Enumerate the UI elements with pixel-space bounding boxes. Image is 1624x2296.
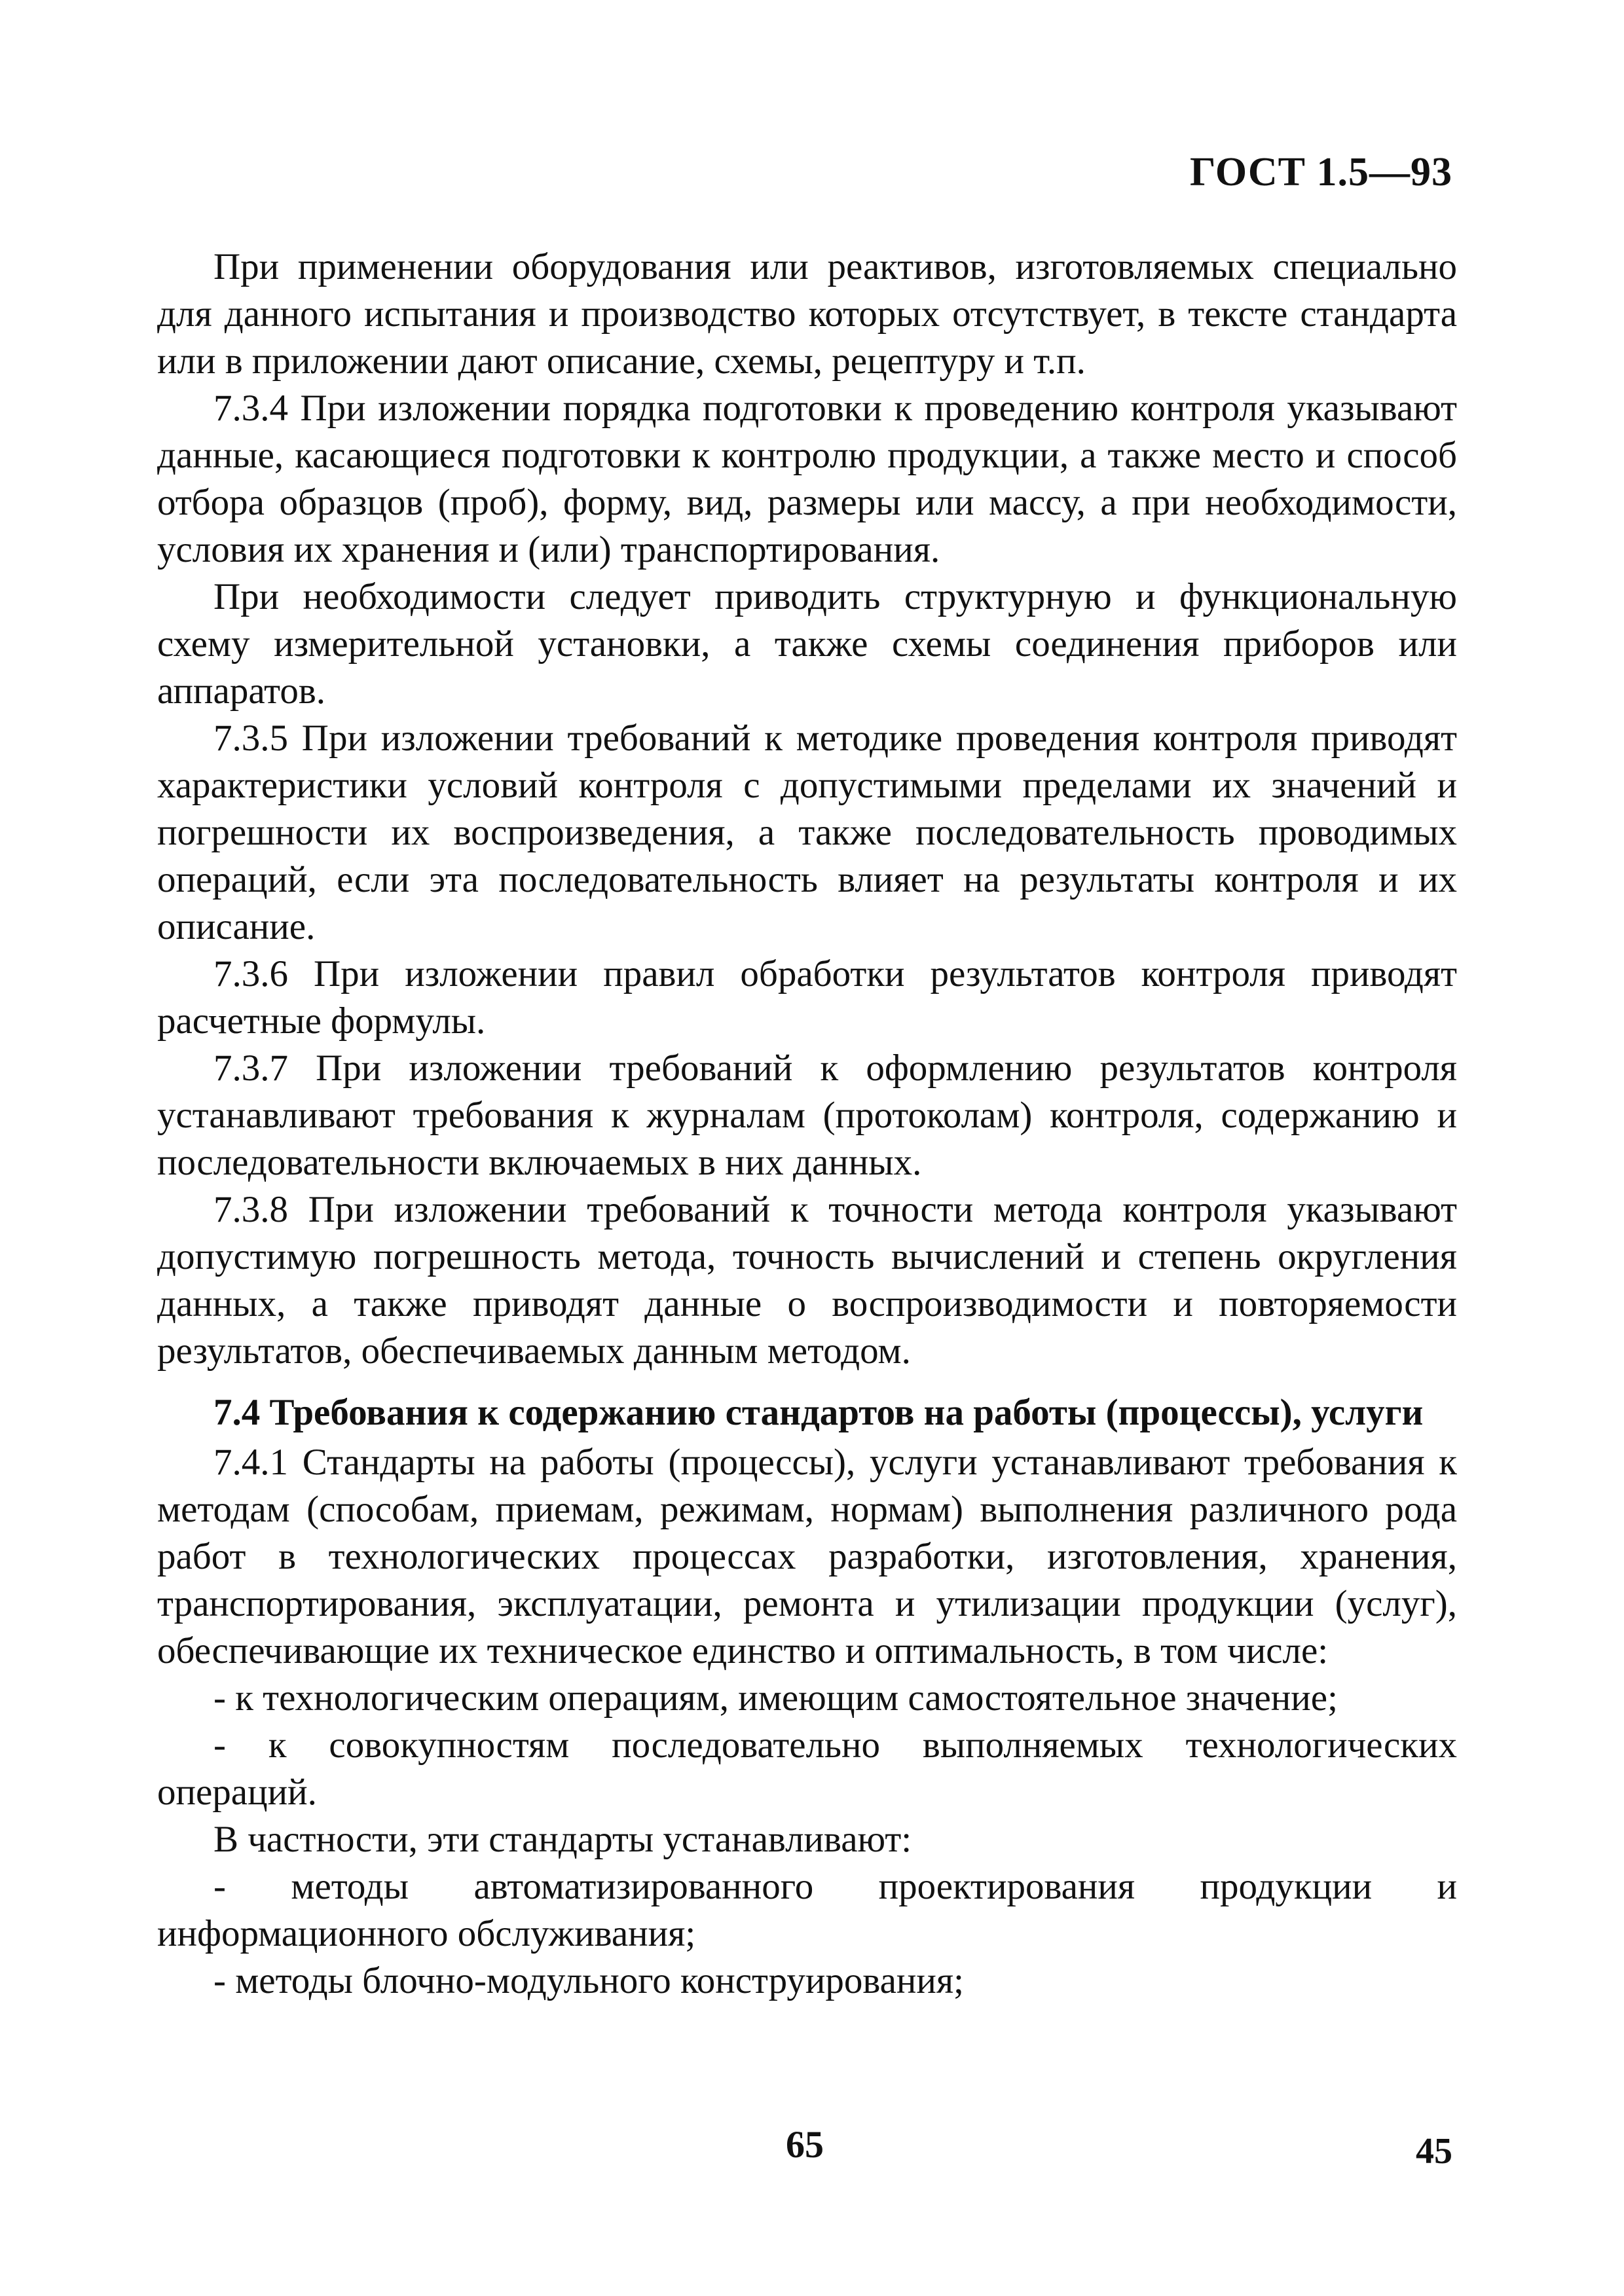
paragraph-in-particular: В частности, эти стандарты устанавливают: (213, 1819, 912, 1860)
standard-header: ГОСТ 1.5—93 (1189, 150, 1452, 194)
paragraph-7-3-8: 7.3.8 При изложении требований к точности метода контроля указывают допустимую погрешность метода, точность вычислений и степень округления данных, а также приводят данные о воспроизводимости и повторяемости результатов, обеспечиваемых данным методом. (157, 1189, 1457, 1372)
paragraph-7-3-7: 7.3.7 При изложении требований к оформлению результатов контроля устанавливают требования к журналам (протоколам) контроля, содержанию и последовательности включаемых в них данных. (157, 1048, 1457, 1183)
paragraph-7-3-4: 7.3.4 При изложении порядка подготовки к проведению контроля указывают данные, касающиеся подготовки к контролю продукции, а также место и способ отбора образцов (проб), форму, вид, размеры или массу, а при необходимости, условия их хранения и (или) транспортирования. (157, 388, 1457, 570)
paragraph-equipment: При применении оборудования или реактивов, изготовляемых специально для данного испытания и производство которых отсутствует, в тексте стандарта или в приложении дают описание, схемы, рецептуру и т.п. (157, 246, 1457, 382)
paragraph-schemes: При необходимости следует приводить структурную и функциональную схему измерительной установки, а также схемы соединения приборов или аппаратов. (157, 576, 1457, 712)
section-heading-7-4: 7.4 Требования к содержанию стандартов на работы (процессы), услуги (213, 1392, 1424, 1433)
page-number: 45 (1416, 2131, 1452, 2172)
list-item: - методы блочно-модульного конструирования; (213, 1960, 964, 2001)
list-item: - к технологическим операциям, имеющим самостоятельное значение; (213, 1677, 1338, 1719)
paragraph-7-4-1: 7.4.1 Стандарты на работы (процессы), услуги устанавливают требования к методам (способам, приемам, режимам, нормам) выполнения различного рода работ в технологических процессах разработки, изготовления, хранения, транспортирования, эксплуатации, ремонта и утилизации продукции (услуг), обеспечивающие их техническое единство и оптимальность, в том числе: (157, 1442, 1457, 1671)
paragraph-7-3-5: 7.3.5 При изложении требований к методике проведения контроля приводят характеристики условий контроля с допустимыми пределами их значений и погрешности их воспроизведения, а также последовательность проводимых операций, если эта последовательность влияет на результаты контроля и их описание. (157, 718, 1457, 947)
list-item: - методы автоматизированного проектирования продукции и информационного обслуживания; (157, 1866, 1457, 1954)
footer-center-number: 65 (786, 2123, 824, 2166)
document-body (157, 244, 1457, 2005)
paragraph-7-3-6: 7.3.6 При изложении правил обработки результатов контроля приводят расчетные формулы. (157, 953, 1457, 1042)
list-item: - к совокупностям последовательно выполняемых технологических операций. (157, 1724, 1457, 1813)
